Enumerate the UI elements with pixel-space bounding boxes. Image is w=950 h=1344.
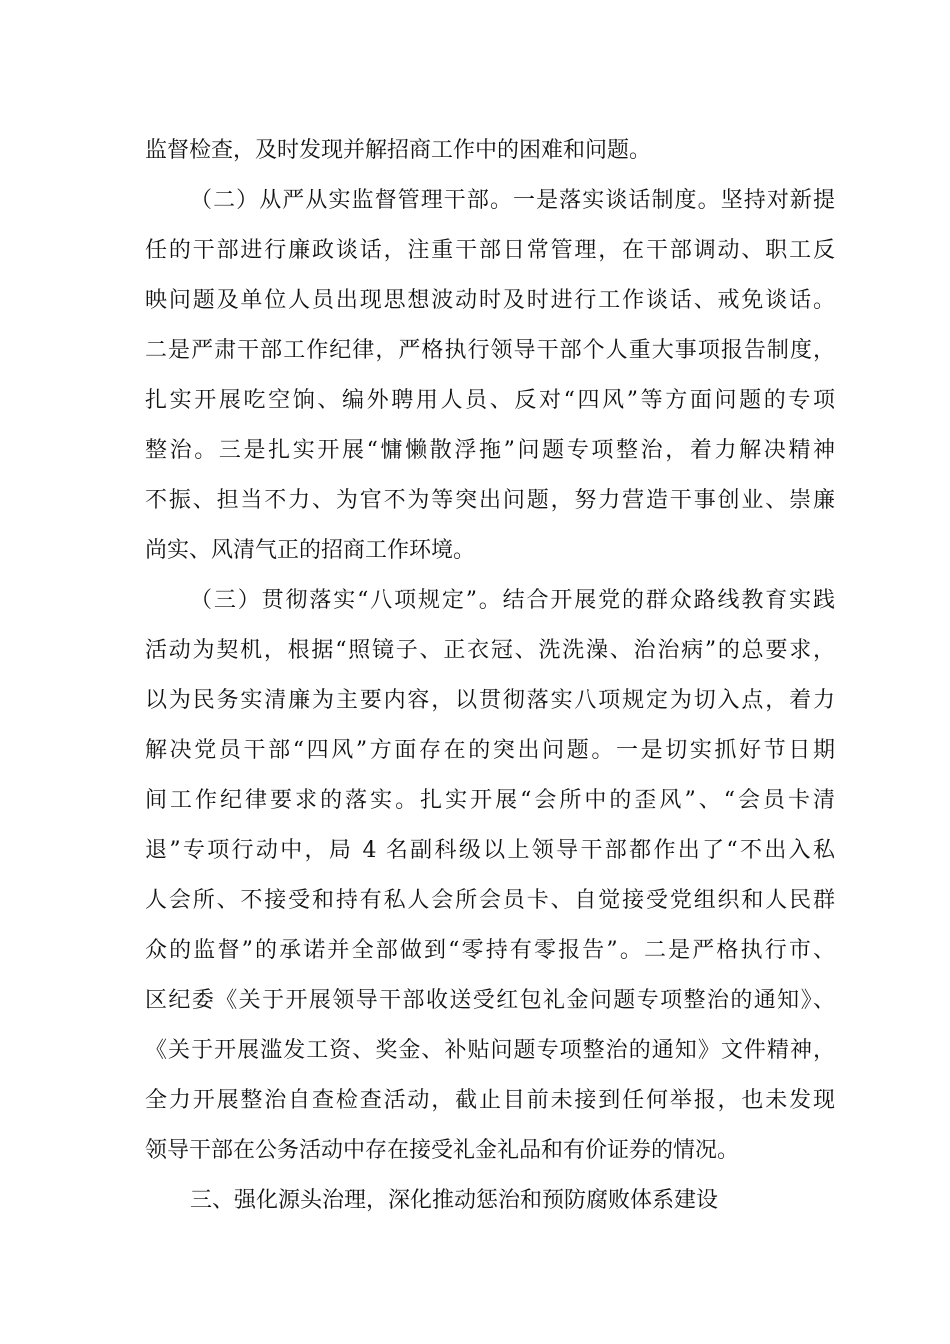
text-line-21: 领导干部在公务活动中存在接受礼金礼品和有价证券的情况。 — [145, 1138, 740, 1163]
text-line-5: 二是严肃干部工作纪律，严格执行领导干部个人重大事项报告制度， — [145, 338, 835, 363]
text-line-2: （二）从严从实监督管理干部。一是落实谈话制度。坚持对新提 — [190, 188, 835, 213]
text-line-10: （三）贯彻落实“八项规定”。结合开展党的群众路线教育实践 — [190, 588, 835, 613]
text-line-14: 间工作纪律要求的落实。扎实开展“会所中的歪风”、“会员卡清 — [145, 788, 835, 813]
text-line-13: 解决党员干部“四风”方面存在的突出问题。一是切实抓好节日期 — [145, 738, 835, 763]
text-line-20: 全力开展整治自查检查活动，截止目前未接到任何举报，也未发现 — [145, 1088, 835, 1113]
text-line-15: 退”专项行动中，局 4 名副科级以上领导干部都作出了“不出入私 — [145, 838, 835, 863]
text-line-11: 活动为契机，根据“照镜子、正衣冠、洗洗澡、治治病”的总要求， — [145, 638, 835, 663]
text-line-16: 人会所、不接受和持有私人会所会员卡、自觉接受党组织和人民群 — [145, 888, 835, 913]
text-line-12: 以为民务实清廉为主要内容，以贯彻落实八项规定为切入点，着力 — [145, 688, 835, 713]
text-line-1: 监督检查，及时发现并解招商工作中的困难和问题。 — [145, 138, 652, 163]
text-line-17: 众的监督”的承诺并全部做到“零持有零报告”。二是严格执行市、 — [145, 938, 835, 963]
text-line-7: 整治。三是扎实开展“慵懒散浮拖”问题专项整治，着力解决精神 — [145, 438, 835, 463]
text-line-18: 区纪委《关于开展领导干部收送受红包礼金问题专项整治的通知》、 — [145, 988, 835, 1013]
text-line-9: 尚实、风清气正的招商工作环境。 — [145, 538, 476, 563]
text-line-4: 映问题及单位人员出现思想波动时及时进行工作谈话、戒免谈话。 — [145, 288, 835, 313]
text-line-3: 任的干部进行廉政谈话，注重干部日常管理，在干部调动、职工反 — [145, 238, 835, 263]
section-heading: 三、强化源头治理，深化推动惩治和预防腐败体系建设 — [190, 1188, 719, 1213]
text-line-19: 《关于开展滥发工资、奖金、补贴问题专项整治的通知》文件精神， — [145, 1038, 835, 1063]
text-line-8: 不振、担当不力、为官不为等突出问题，努力营造干事创业、崇廉 — [145, 488, 835, 513]
text-line-6: 扎实开展吃空饷、编外聘用人员、反对“四风”等方面问题的专项 — [145, 388, 835, 413]
